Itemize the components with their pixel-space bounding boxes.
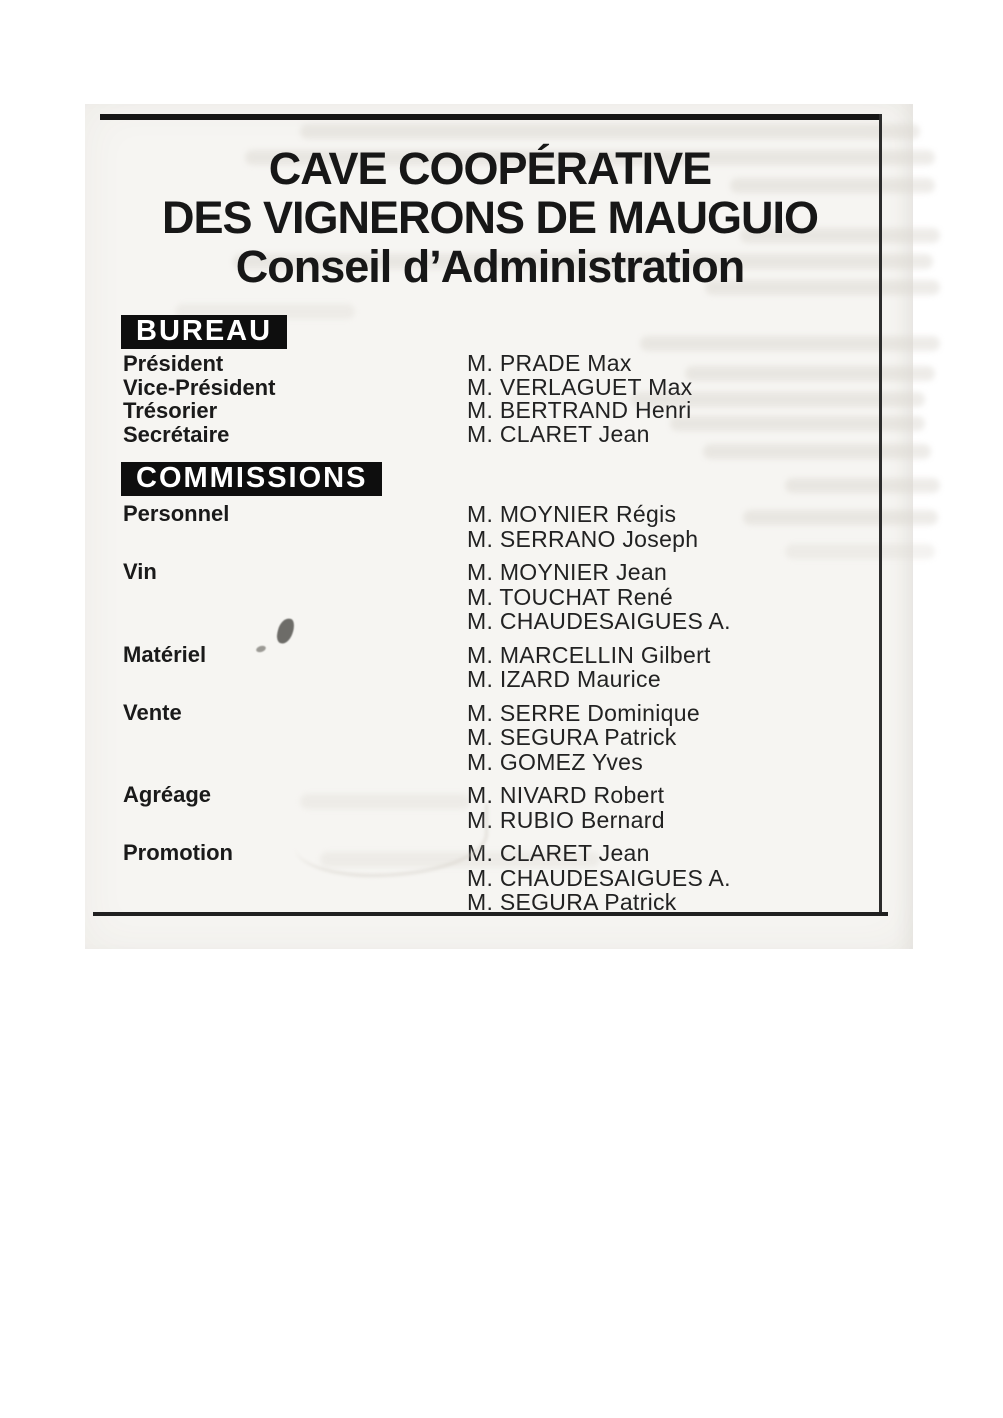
section-heading-bureau: BUREAU xyxy=(121,315,287,349)
title-line-2: DES VIGNERONS DE MAUGUIO xyxy=(161,192,819,243)
bleed-through-artifact xyxy=(743,510,938,525)
bleed-through-artifact xyxy=(703,444,931,459)
commission-members xyxy=(467,841,731,915)
member-name: M. TOUCHAT René xyxy=(467,583,674,610)
member-name: M. RUBIO Bernard xyxy=(467,806,665,833)
commission-label: Vente xyxy=(123,699,182,725)
commission-row xyxy=(123,701,731,775)
commission-members xyxy=(467,560,731,634)
member-name: M. PRADE Max xyxy=(467,350,632,376)
role-label: Vice-Président xyxy=(123,374,276,400)
member-name: M. MOYNIER Jean xyxy=(467,559,668,585)
bureau-rows xyxy=(123,352,692,446)
title-line-3: Conseil d’Administration xyxy=(235,241,745,292)
commission-row xyxy=(123,560,731,634)
member-name: M. SERRANO Joseph xyxy=(467,525,699,552)
member-name: M. BERTRAND Henri xyxy=(467,397,692,423)
member-name: M. CHAUDESAIGUES A. xyxy=(467,608,731,634)
bleed-through-artifact xyxy=(785,478,940,493)
role-label: Président xyxy=(123,351,224,376)
member-name: M. IZARD Maurice xyxy=(467,666,661,692)
commission-label: Promotion xyxy=(123,840,233,865)
commission-label: Agréage xyxy=(123,782,212,807)
member-name: M. CHAUDESAIGUES A. xyxy=(467,864,731,891)
clipping-border-top xyxy=(100,114,882,120)
role-label: Secrétaire xyxy=(123,421,230,447)
page-title xyxy=(110,144,870,291)
commission-label: Matériel xyxy=(123,641,207,667)
scanned-clipping xyxy=(85,104,913,949)
member-name: M. MOYNIER Régis xyxy=(467,501,677,527)
bleed-through-artifact xyxy=(300,124,920,139)
bleed-through-artifact xyxy=(640,336,940,351)
clipping-border-right xyxy=(879,114,882,914)
member-name: M. SERRE Dominique xyxy=(467,699,700,726)
commission-label: Personnel xyxy=(123,501,230,526)
bleed-through-artifact xyxy=(670,416,925,431)
section-heading-commissions: COMMISSIONS xyxy=(121,462,382,496)
commission-label: Vin xyxy=(123,559,157,584)
member-name: M. SEGURA Patrick xyxy=(467,889,677,915)
role-label: Trésorier xyxy=(123,398,218,423)
member-name: M. CLARET Jean xyxy=(467,840,650,866)
title-line-1: CAVE COOPÉRATIVE xyxy=(268,143,712,194)
member-name: M. SEGURA Patrick xyxy=(467,724,677,750)
commission-members xyxy=(467,701,731,775)
commission-members xyxy=(467,502,731,551)
commission-members xyxy=(467,643,731,692)
member-name: M. VERLAGUET Max xyxy=(467,373,693,400)
bleed-through-artifact xyxy=(785,544,935,559)
commission-row xyxy=(123,643,731,692)
member-name: M. MARCELLIN Gilbert xyxy=(467,641,711,668)
member-name: M. CLARET Jean xyxy=(467,420,650,447)
commission-members xyxy=(467,783,731,832)
member-name: M. GOMEZ Yves xyxy=(467,748,644,775)
commission-row xyxy=(123,502,731,551)
bleed-through-artifact xyxy=(685,366,935,381)
member-name: M. NIVARD Robert xyxy=(467,782,665,808)
